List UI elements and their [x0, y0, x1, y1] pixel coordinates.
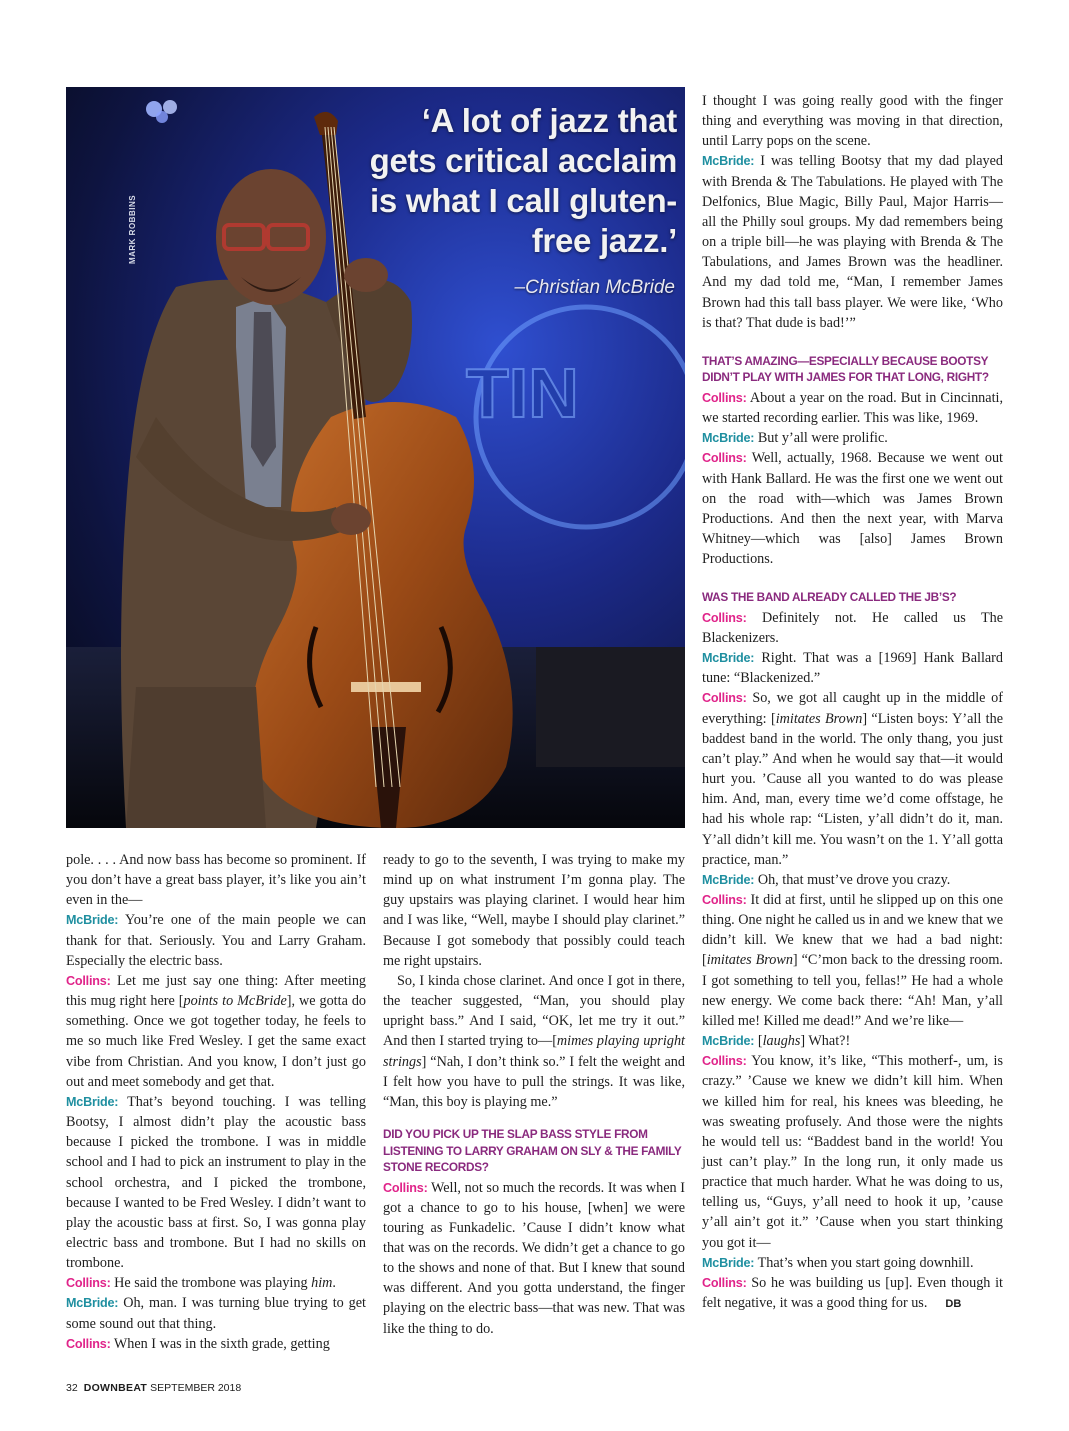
speaker-label: Collins: [702, 691, 747, 706]
speaker-label: Collins: [66, 1336, 111, 1351]
article-column-1 [66, 850, 366, 1354]
pull-quote-attribution: –Christian McBride [514, 277, 675, 298]
paragraph: Collins: It did at first, until he slipped up on this one thing. One night he called us in and we knew that we didn’t kill. We knew that we had a bad night: [imitates Brown] “C’mon back to the dressing room. I got something to tell you, fellas!” He had a whole new energy. We come back there: “Ah! Man, y’all killed me! Killed me dead!” And we’re like— [702, 891, 1004, 1029]
speaker-label: McBride: [702, 154, 755, 169]
speaker-label: Collins: [702, 1054, 747, 1069]
interview-question: THAT’S AMAZING—ESPECIALLY BECAUSE BOOTSY DIDN’T PLAY WITH JAMES FOR THAT LONG, RIGHT? [702, 353, 989, 385]
paragraph: So, I kinda chose clarinet. And once I got in there, the teacher suggested, “Man, you should play upright bass.” And I said, “OK, let me try it out.” And then I started trying to—[mimes playing upright strings] “Nah, I don’t think so.” I felt the weight and I felt how you have to pull the strings. It was like, “Man, this boy is playing me.” [383, 972, 685, 1110]
speaker-label: Collins: [66, 973, 111, 988]
pull-quote: ‘A lot of jazz that gets critical acclaim is what I call gluten-free jazz.’ [369, 102, 677, 259]
paragraph: Collins: So he was building us [up]. Even though it felt negative, it was a good thing for us. DB [702, 1274, 1003, 1312]
article-column-3 [702, 91, 1003, 1314]
page-folio [66, 1382, 241, 1394]
speaker-label: Collins: [702, 451, 747, 466]
issue-date: SEPTEMBER 2018 [150, 1382, 242, 1394]
paragraph: Collins: So, we got all caught up in the middle of everything: [imitates Brown] “Listen boys: Y’all the baddest band in the world. The only thang, you just can’t play.” And when he would say that—it would hurt you. ’Cause all you wanted to do was please him. And, man, every time we’d come offstage, he had his whole rap: “Listen, y’all didn’t do it, man. Y’all didn’t kill me. You wasn’t on the 1. Y’all gotta practice, man.” [702, 690, 1004, 868]
paragraph: Collins: Let me just say one thing: After meeting this mug right here [points to McBride], we gotta do something. Once we got together today, he feels to me so much like Fred Wesley. I get the same exact vibe from Christian. And you know, I don’t just go out and meet somebody and get that. [66, 972, 367, 1090]
paragraph: McBride: Oh, man. I was turning blue trying to get some sound out that thing. [66, 1295, 366, 1332]
photo-credit: MARK ROBBINS [128, 194, 138, 265]
speaker-label: Collins: [66, 1276, 111, 1291]
speaker-label: McBride: [702, 431, 755, 446]
speaker-label: Collins: [702, 390, 747, 405]
paragraph: McBride: But y’all were prolific. [702, 430, 888, 447]
paragraph: pole. . . . And now bass has become so prominent. If you don’t have a great bass player, it’s like you ain’t even in the— [66, 852, 366, 909]
paragraph: McBride: You’re one of the main people we can thank for that. Seriously. You and Larry Graham. Especially the electric bass. [66, 912, 366, 969]
interview-question: WAS THE BAND ALREADY CALLED THE JB’S? [702, 590, 957, 605]
paragraph: Collins: You know, it’s like, “This motherf-, um, is crazy.” ’Cause we knew we didn’t kill him. When we killed him for real, his knees was bleeding, he was sweating profusely. And those were the nights he would tell us: “Baddest band in the world! You just can’t play.” In the long run, it only made us practice that much harder. What he was doing to us, telling us, “Guys, y’all need to hook it up, ’cause y’all ain’t got it.” ’Cause when you start thinking you got it— [702, 1053, 1003, 1251]
magazine-name: DOWNBEAT [83, 1382, 148, 1394]
paragraph: McBride: That’s beyond touching. I was telling Bootsy, I almost didn’t play the acoustic bass because I picked the trombone. I was in middle school and I had to pick an instrument to play in the school orchestra, and I picked the trombone, because I wanted to be Fred Wesley. I didn’t want to play the acoustic bass at first. So, I was gonna play electric bass and trombone. But I had no skills on trombone. [66, 1093, 366, 1272]
paragraph: Collins: Well, actually, 1968. Because we went out with Hank Ballard. He was the first one we went out on the road with—which was James Brown Productions. And then the next year, with Marva Whitney—which was [also] James Brown Productions. [702, 450, 1003, 568]
speaker-label: McBride: [702, 1255, 755, 1270]
paragraph: Collins: Definitely not. He called us The Blackenizers. [702, 609, 1003, 646]
speaker-label: McBride: [66, 913, 119, 928]
concert-photo [66, 87, 685, 828]
interview-question: DID YOU PICK UP THE SLAP BASS STYLE FROM LISTENING TO LARRY GRAHAM ON SLY & THE FAMILY STONE RECORDS? [383, 1127, 682, 1175]
article-column-2 [383, 850, 685, 1339]
speaker-label: McBride: [702, 872, 755, 887]
speaker-label: McBride: [66, 1094, 119, 1109]
speaker-label: Collins: [702, 610, 747, 625]
speaker-label: McBride: [66, 1296, 119, 1311]
end-mark: DB [945, 1298, 962, 1311]
paragraph: McBride: I was telling Bootsy that my dad played with Brenda & The Tabulations. He played with The Delfonics, Blue Magic, Billy Paul, Major Harris—all the Philly soul groups. My dad remembers being on a triple bill—he was playing with Brenda & The Tabulations, and James Brown was the headliner. And my dad told me, “Man, I remember James Brown had this tall bass player. We were like, ‘Who is that? That dude is bad!’” [702, 153, 1004, 331]
svg-text:TIN: TIN [466, 354, 579, 432]
speaker-label: McBride: [702, 1034, 755, 1049]
paragraph: McBride: [laughs] What?! [702, 1033, 851, 1050]
speaker-label: Collins: [702, 892, 747, 907]
speaker-label: Collins: [383, 1180, 428, 1195]
speaker-label: Collins: [702, 1275, 747, 1290]
paragraph: ready to go to the seventh, I was trying to make my mind up on what instrument I’m gonna play. The guy upstairs was playing clarinet. I would hear him and I was like, “Well, maybe I should play clarinet.” Because I got somebody that possibly could teach me right upstairs. [383, 852, 685, 969]
paragraph: I thought I was going really good with the finger thing and everything was moving in that direction, until Larry pops on the scene. [702, 93, 1003, 150]
paragraph: Collins: He said the trombone was playing him. [66, 1275, 336, 1292]
paragraph: McBride: Oh, that must’ve drove you crazy. [702, 871, 951, 888]
paragraph: McBride: That’s when you start going downhill. [702, 1254, 974, 1271]
paragraph: Collins: About a year on the road. But in Cincinnati, we started recording earlier. This was like, 1969. [702, 389, 1003, 427]
paragraph: Collins: Well, not so much the records. It was when I got a chance to go to his house, [when] we were touring as Funkadelic. ’Cause I didn’t know what that was on the records. We didn’t get a chance to go to the shows and none of that. But I knew that sound was different. And you gotta understand, the finger playing on the electric bass—that was new. That was like the thing to do. [383, 1179, 685, 1337]
paragraph: McBride: Right. That was a [1969] Hank Ballard tune: “Blackenized.” [702, 650, 1003, 687]
speaker-label: McBride: [702, 651, 755, 666]
paragraph: Collins: When I was in the sixth grade, getting [66, 1335, 330, 1352]
page-number: 32 [66, 1382, 78, 1394]
